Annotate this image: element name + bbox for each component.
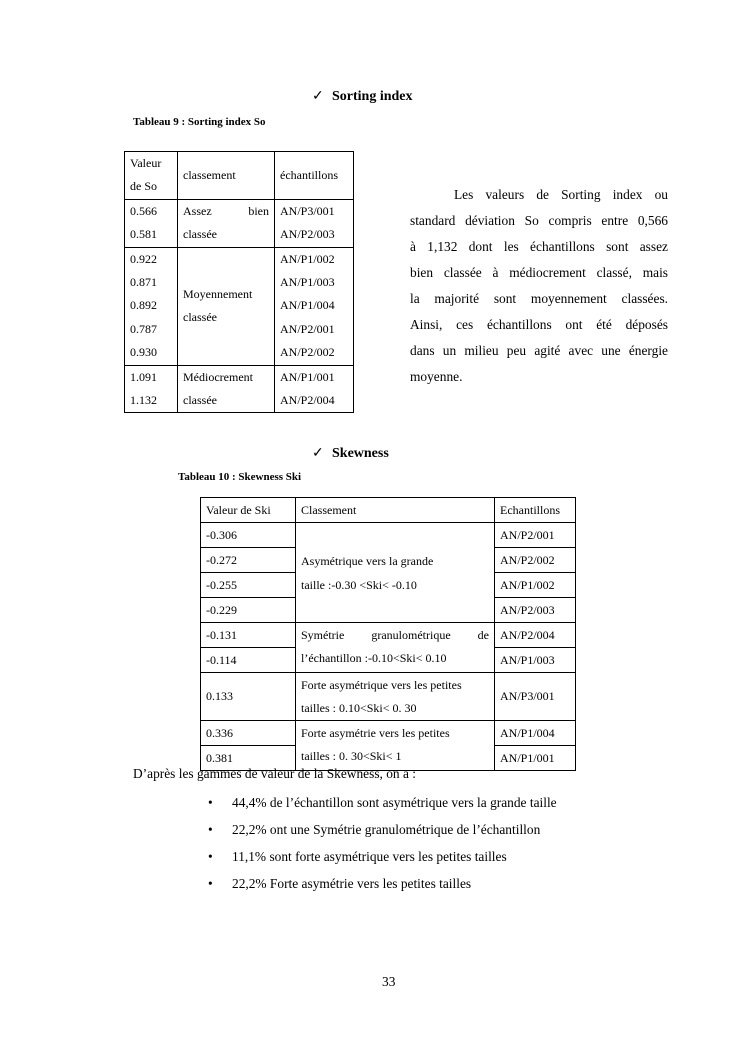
- samples-cell: AN/P1/002 AN/P1/003 AN/P1/004 AN/P2/001 AN/P2/002: [275, 247, 354, 365]
- bullet-icon: •: [208, 849, 213, 864]
- table-row: [125, 199, 354, 247]
- class-line: Symétrie granulométrique de: [301, 628, 489, 642]
- class-cell: Asymétrique vers la grande taille :-0.30 <Ski< -0.10: [296, 523, 495, 623]
- class-cell: Moyennement classée: [178, 247, 275, 365]
- table-row: [125, 365, 354, 413]
- value-cell: -0.255: [201, 573, 296, 598]
- table10-caption: Tableau 10 : Skewness Ski: [178, 471, 302, 483]
- values-cell: 1.091 1.132: [125, 365, 178, 413]
- sorting-index-table: [124, 151, 354, 413]
- sample-cell: AN/P1/002: [495, 573, 576, 598]
- list-item: • 11,1% sont forte asymétrique vers les petites tailles: [208, 843, 557, 870]
- list-item: • 44,4% de l’échantillon sont asymétrique vers la grande taille: [208, 789, 557, 816]
- samples-cell: AN/P1/001 AN/P2/004: [275, 365, 354, 413]
- class-line: Assez bien: [183, 203, 269, 218]
- header-classement: classement: [178, 152, 275, 200]
- sample-cell: AN/P3/001: [495, 673, 576, 721]
- bullet-icon: •: [208, 795, 213, 810]
- skewness-intro: D’après les gammes de valeur de la Skewness, on a :: [133, 766, 416, 781]
- checkmark-icon: ✓: [312, 446, 324, 461]
- value-cell: -0.131: [201, 623, 296, 648]
- value-cell: -0.272: [201, 548, 296, 573]
- header-classement: Classement: [296, 498, 495, 523]
- table-row: [201, 720, 576, 745]
- table-row: [201, 623, 576, 648]
- list-item: • 22,2% Forte asymétrie vers les petites tailles: [208, 870, 557, 897]
- skewness-table: [200, 497, 576, 771]
- bullet-icon: •: [208, 876, 213, 891]
- table-row: [201, 673, 576, 721]
- skewness-heading: ✓ Skewness: [312, 446, 389, 461]
- class-cell: Forte asymétrie vers les petites tailles : 0. 30<Ski< 1: [296, 720, 495, 770]
- value-cell: -0.114: [201, 648, 296, 673]
- header-valeur-so: Valeur de So: [125, 152, 178, 200]
- class-cell: Symétrie granulométrique de l’échantillon :-0.10<Ski< 0.10: [296, 623, 495, 673]
- value-cell: 0.133: [201, 673, 296, 721]
- class-cell: Médiocrement classée: [178, 365, 275, 413]
- sample-cell: AN/P1/001: [495, 745, 576, 770]
- value-cell: -0.229: [201, 598, 296, 623]
- sorting-index-paragraph: Les valeurs de Sorting index ou standard déviation So compris entre 0,566 à 1,132 dont les échantillons sont assez bien classée à médiocrement classé, mais la majorité sont moyennement classées. Ainsi, ces échantillons ont été déposés dans un milieu peu agité avec une énergie moyenne.: [410, 187, 668, 384]
- sample-cell: AN/P2/001: [495, 523, 576, 548]
- table-row: [125, 247, 354, 365]
- table-header-row: [201, 498, 576, 523]
- sample-cell: AN/P2/003: [495, 598, 576, 623]
- values-cell: 0.566 0.581: [125, 199, 178, 247]
- sample-cell: AN/P2/004: [495, 623, 576, 648]
- table9-caption: Tableau 9 : Sorting index So: [133, 116, 266, 128]
- value-cell: 0.381: [201, 745, 296, 770]
- header-echantillons: Echantillons: [495, 498, 576, 523]
- samples-cell: AN/P3/001 AN/P2/003: [275, 199, 354, 247]
- list-item: • 22,2% ont une Symétrie granulométrique de l’échantillon: [208, 816, 557, 843]
- values-cell: 0.922 0.871 0.892 0.787 0.930: [125, 247, 178, 365]
- table-row: [201, 523, 576, 548]
- sample-cell: AN/P2/002: [495, 548, 576, 573]
- sorting-index-heading: ✓ Sorting index: [312, 89, 413, 104]
- class-cell: Forte asymétrique vers les petites tailles : 0.10<Ski< 0. 30: [296, 673, 495, 721]
- class-cell: Assez bien classée: [178, 199, 275, 247]
- table-header-row: [125, 152, 354, 200]
- page-number: 33: [382, 974, 396, 989]
- sample-cell: AN/P1/003: [495, 648, 576, 673]
- skewness-summary-list: [208, 789, 557, 897]
- bullet-icon: •: [208, 822, 213, 837]
- sample-cell: AN/P1/004: [495, 720, 576, 745]
- value-cell: 0.336: [201, 720, 296, 745]
- header-valeur-ski: Valeur de Ski: [201, 498, 296, 523]
- checkmark-icon: ✓: [312, 89, 324, 104]
- header-echantillons: échantillons: [275, 152, 354, 200]
- value-cell: -0.306: [201, 523, 296, 548]
